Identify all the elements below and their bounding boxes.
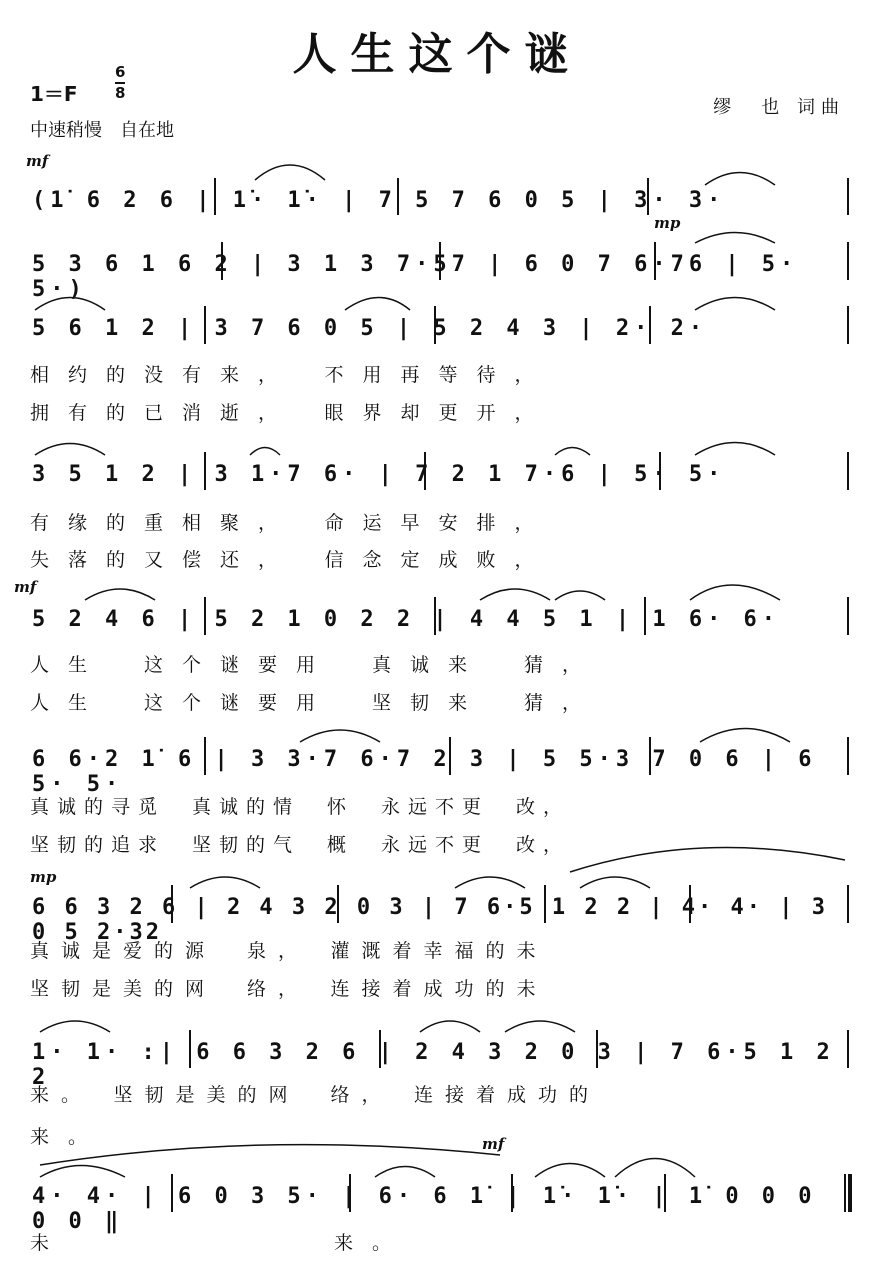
slur-arc xyxy=(555,591,605,600)
notation-system-1: (1̇ 6 2 6 | 1̇· 1̇· | 7 5 7 6 0 5 | 3· 3· xyxy=(32,188,726,213)
lyric-line-8a: 来。 坚韧是美的网 络， 连接着成功的 xyxy=(30,1084,601,1106)
slur-arc xyxy=(35,444,105,456)
lyric-line-4b: 失落的又偿还， 信念定成败， xyxy=(30,549,553,571)
dynamic-mf-chorus: mf xyxy=(14,578,37,596)
notation-system-9: 4· 4· | 6 0 3 5· | 6· 6 1̇ | 1̇· 1̇· | 1̇ 0 0 0 0 0 ‖ xyxy=(32,1184,817,1234)
slur-arc xyxy=(420,1021,480,1032)
slur-arc xyxy=(580,877,650,888)
slur-arc xyxy=(35,298,105,311)
lyric-line-8b: 来。 xyxy=(30,1126,107,1148)
slur-arc xyxy=(375,1167,435,1178)
lyric-line-6b: 坚韧的追求 坚韧的气 概 永远不更 改， xyxy=(30,834,571,856)
slur-arc xyxy=(40,1021,110,1032)
slur-arc xyxy=(505,1021,575,1032)
slur-arc xyxy=(40,1145,500,1165)
song-title: 人生这个谜 xyxy=(292,29,583,80)
notation-system-2: 5 3 6 1 6 2 | 3 1 3 7·57 | 6 0 7 6·76 | 5· 5·) xyxy=(32,252,799,302)
lyric-line-3b: 拥有的已消逝， 眼界却更开， xyxy=(30,402,553,424)
slur-arc xyxy=(615,1159,695,1178)
lyric-line-7a: 真诚是爱的源 泉， 灌溉着幸福的未 xyxy=(30,940,548,962)
slur-arc xyxy=(695,233,775,244)
slur-arc xyxy=(40,1166,125,1178)
slur-arc xyxy=(535,1164,605,1178)
slur-arc xyxy=(85,589,155,600)
slur-arc xyxy=(690,585,780,600)
slur-arc xyxy=(455,877,525,888)
lyric-line-6a: 真诚的寻觅 真诚的情 怀 永远不更 改， xyxy=(30,796,571,818)
author-credit: 缪 也 词曲 xyxy=(713,97,845,118)
notation-system-6: 6 6·2 1̇ 6 | 3 3·7 6·7 2 3 | 5 5·3 7 0 6 | 6 5· 5· xyxy=(32,747,817,797)
notation-system-8: 1· 1· :| 6 6 3 2 6 | 2 4 3 2 0 3 | 7 6·5 1 2 2 xyxy=(32,1040,835,1090)
slur-arc xyxy=(480,589,550,600)
slur-arc xyxy=(250,448,280,456)
notation-system-5: 5 2 4 6 | 5 2 1 0 2 2 | 4 4 5 1 | 1 6· 6· xyxy=(32,607,781,632)
slur-arc xyxy=(300,730,380,742)
notation-system-7: 6 6 3 2 6 | 2 4 3 2 0 3 | 7 6·5 1 2 2 | 4· 4· | 3 0 5 2·32 xyxy=(32,895,829,945)
time-denominator: 8 xyxy=(115,84,126,102)
lyric-line-4a: 有缘的重相聚， 命运早安排， xyxy=(30,512,553,534)
slur-arc xyxy=(695,298,775,311)
key-signature: 1＝F xyxy=(30,82,78,106)
lyric-line-5a: 人生 这个谜要用 真诚来 猜， xyxy=(30,654,601,676)
slur-arc xyxy=(255,165,325,180)
notation-system-3: 5 6 1 2 | 3 7 6 0 5 | 5 2 4 3 | 2· 2· xyxy=(32,316,708,341)
tempo-marking: 中速稍慢 自在地 xyxy=(30,120,174,141)
lyric-line-5b: 人生 这个谜要用 坚韧来 猜， xyxy=(30,692,601,714)
dynamic-mp-1: mp xyxy=(654,214,681,232)
slur-arc xyxy=(345,298,410,311)
dynamic-mf-intro: mf xyxy=(26,152,49,170)
slur-arc xyxy=(190,877,260,888)
dynamic-mp-2: mp xyxy=(30,868,57,886)
lyric-line-3a: 相约的没有来， 不用再等待， xyxy=(30,364,553,386)
lyric-line-9a: 未 来。 xyxy=(30,1232,411,1254)
lyric-line-7b: 坚韧是美的网 络， 连接着成功的未 xyxy=(30,978,548,1000)
slur-arc xyxy=(555,448,590,456)
slur-arc xyxy=(700,729,790,743)
slur-arc xyxy=(570,848,845,873)
time-numerator: 6 xyxy=(115,63,126,81)
slur-arc xyxy=(705,173,775,186)
notation-system-4: 3 5 1 2 | 3 1·7 6· | 7 2 1 7·6 | 5· 5· xyxy=(32,462,726,487)
dynamic-mf-ending: mf xyxy=(482,1135,505,1153)
slur-arc xyxy=(695,443,775,456)
